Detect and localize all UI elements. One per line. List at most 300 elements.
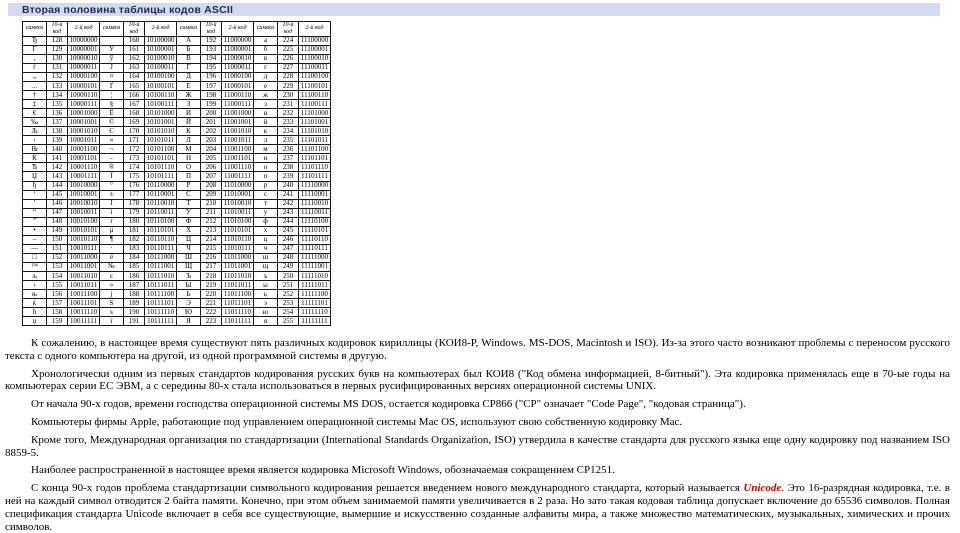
cell-symbol: Ш	[177, 253, 201, 262]
cell-symbol: џ	[23, 317, 47, 326]
column-header-binary-code: 2-й код	[68, 22, 100, 37]
cell-binary-code: 10110000	[145, 181, 177, 190]
ascii-code-table	[22, 21, 331, 326]
cell-symbol: ћ	[23, 308, 47, 317]
cell-symbol: ±	[100, 190, 124, 199]
cell-decimal-code: 191	[124, 317, 145, 326]
cell-decimal-code: 157	[47, 299, 68, 308]
cell-decimal-code: 210	[201, 199, 222, 208]
cell-decimal-code: 195	[201, 63, 222, 72]
cell-binary-code: 11111100	[299, 290, 331, 299]
cell-symbol: «	[100, 136, 124, 145]
cell-binary-code: 11011101	[222, 299, 254, 308]
cell-binary-code: 11110001	[299, 190, 331, 199]
cell-binary-code: 11101100	[299, 145, 331, 154]
cell-symbol: Ѓ	[23, 45, 47, 54]
cell-binary-code: 10001100	[68, 145, 100, 154]
cell-binary-code: 10101011	[145, 136, 177, 145]
paragraph-text: Компьютеры фирмы Apple, работающие под управлением операционной системы Mac OS, используют свою собственную кодировку Mac.	[31, 415, 683, 428]
cell-decimal-code: 211	[201, 208, 222, 217]
cell-decimal-code: 154	[47, 272, 68, 281]
cell-binary-code: 11001100	[222, 145, 254, 154]
cell-binary-code: 10010011	[68, 208, 100, 217]
cell-decimal-code: 223	[201, 317, 222, 326]
column-header-symbol: символ	[23, 22, 47, 37]
cell-binary-code: 11010110	[222, 235, 254, 244]
cell-symbol: Ё	[100, 109, 124, 118]
cell-binary-code: 10111100	[145, 290, 177, 299]
cell-symbol: ¬	[100, 145, 124, 154]
cell-symbol: §	[100, 100, 124, 109]
cell-symbol: в	[254, 54, 278, 63]
cell-symbol: Ї	[100, 172, 124, 181]
cell-symbol: ґ	[100, 217, 124, 226]
cell-decimal-code: 177	[124, 190, 145, 199]
cell-binary-code: 11110010	[299, 199, 331, 208]
cell-binary-code: 10101101	[145, 154, 177, 163]
cell-decimal-code: 178	[124, 199, 145, 208]
cell-symbol: ќ	[23, 299, 47, 308]
cell-binary-code: 10011011	[68, 281, 100, 290]
cell-decimal-code: 220	[201, 290, 222, 299]
cell-symbol: б	[254, 45, 278, 54]
cell-binary-code: 11001011	[222, 136, 254, 145]
cell-binary-code: 10101100	[145, 145, 177, 154]
cell-symbol: °	[100, 181, 124, 190]
cell-decimal-code: 179	[124, 208, 145, 217]
cell-binary-code: 10011001	[68, 262, 100, 271]
cell-binary-code: 11001111	[222, 172, 254, 181]
cell-symbol: Д	[177, 72, 201, 81]
cell-decimal-code: 219	[201, 281, 222, 290]
cell-decimal-code: 196	[201, 72, 222, 81]
table-row	[23, 109, 331, 118]
cell-symbol: µ	[100, 226, 124, 235]
paragraph-text: К сожалению, в настоящее время существуют пять различных кодировок кириллицы (КОИ8-Р, Windows. MS-DOS, Macintosh и ISO). Из-за этого часто возникают проблемы с переносом русского текста с одного компьютера на другой, из одной программной системы в другую.	[5, 337, 950, 362]
cell-decimal-code: 187	[124, 281, 145, 290]
cell-decimal-code: 167	[124, 100, 145, 109]
cell-decimal-code: 161	[124, 45, 145, 54]
cell-decimal-code: 247	[278, 244, 299, 253]
cell-binary-code: 10011101	[68, 299, 100, 308]
cell-binary-code: 10011110	[68, 308, 100, 317]
cell-binary-code: 10100001	[146, 45, 175, 54]
cell-decimal-code: 235	[278, 136, 299, 145]
column-header-symbol: символ	[254, 22, 278, 37]
cell-symbol: м	[254, 145, 278, 154]
cell-binary-code: 11100110	[299, 91, 331, 100]
column-header-decimal-code: 10-й код	[124, 22, 145, 37]
table-row	[23, 163, 331, 172]
cell-decimal-code: 251	[278, 281, 299, 290]
cell-decimal-code: 248	[278, 253, 299, 262]
table-row	[23, 72, 331, 81]
cell-decimal-code: 240	[278, 181, 299, 190]
cell-binary-code: 10001011	[68, 136, 100, 145]
cell-decimal-code: 181	[124, 226, 145, 235]
table-row	[23, 299, 331, 308]
cell-binary-code: 11100111	[299, 100, 331, 109]
cell-symbol: ‡	[23, 100, 47, 109]
cell-binary-code: 10111111	[145, 317, 177, 326]
cell-binary-code: 10010001	[69, 190, 98, 199]
cell-binary-code: 10101001	[146, 117, 175, 126]
cell-decimal-code: 197	[201, 82, 222, 91]
cell-binary-code: 10110101	[145, 226, 177, 235]
table-row	[23, 226, 331, 235]
cell-symbol: Н	[177, 154, 201, 163]
cell-binary-code: 10010100	[69, 217, 98, 226]
cell-decimal-code: 254	[278, 308, 299, 317]
cell-binary-code: 10110100	[145, 217, 177, 226]
cell-decimal-code: 228	[278, 72, 299, 81]
cell-binary-code: 10011000	[68, 253, 100, 262]
cell-binary-code: 10101111	[145, 172, 177, 181]
cell-decimal-code: 232	[278, 109, 299, 118]
cell-binary-code: 10110010	[145, 199, 177, 208]
page-title-bar	[8, 3, 940, 16]
cell-symbol: †	[23, 91, 47, 100]
cell-decimal-code: 184	[124, 253, 145, 262]
cell-decimal-code: 216	[201, 253, 222, 262]
cell-decimal-code: 150	[47, 235, 68, 244]
cell-binary-code: 10010101	[69, 226, 98, 235]
cell-symbol: Ч	[177, 244, 201, 253]
cell-decimal-code: 204	[201, 145, 222, 154]
cell-symbol: З	[177, 100, 201, 109]
cell-binary-code: 11101000	[299, 109, 331, 118]
column-header-decimal-code: 10-й код	[278, 22, 299, 37]
cell-decimal-code: 135	[47, 100, 68, 109]
table-row	[23, 217, 331, 226]
cell-symbol: ц	[254, 235, 278, 244]
cell-decimal-code: 250	[278, 272, 299, 281]
cell-decimal-code: 194	[201, 54, 222, 63]
cell-binary-code: 10101110	[145, 163, 177, 172]
cell-symbol: р	[254, 181, 278, 190]
cell-binary-code: 11001010	[222, 127, 254, 136]
paragraph-text: Кроме того, Международная организация по стандартизации (International Standards Organization, ISO) утвердила в качестве стандарта для русского языка еще одну кодировку под названием ISO 8859-5.	[5, 433, 950, 459]
table-header-row	[23, 22, 331, 37]
cell-symbol: п	[254, 172, 278, 181]
table-row	[23, 45, 331, 54]
cell-decimal-code: 202	[201, 127, 222, 136]
cell-decimal-code: 243	[278, 208, 299, 217]
cell-symbol: Ў	[100, 45, 124, 54]
cell-decimal-code: 165	[124, 82, 145, 91]
cell-binary-code: 11111001	[299, 262, 331, 271]
table-row	[23, 127, 331, 136]
cell-binary-code: 11111101	[299, 299, 331, 308]
table-row	[23, 82, 331, 91]
cell-decimal-code: 159	[47, 317, 68, 326]
cell-decimal-code: 136	[47, 109, 68, 118]
cell-binary-code: 11000001	[222, 45, 254, 54]
cell-symbol: Е	[177, 82, 201, 91]
cell-decimal-code: 180	[124, 217, 145, 226]
cell-symbol: ш	[254, 253, 278, 262]
cell-decimal-code: 246	[278, 235, 299, 244]
cell-symbol: т	[254, 199, 278, 208]
cell-binary-code: 10001111	[68, 172, 100, 181]
cell-symbol: А	[177, 36, 201, 45]
table-row	[23, 317, 331, 326]
cell-symbol: ©	[100, 118, 124, 127]
cell-binary-code: 11011000	[222, 253, 254, 262]
cell-binary-code: 10101010	[146, 126, 175, 135]
cell-decimal-code: 205	[201, 154, 222, 163]
cell-decimal-code: 163	[124, 63, 145, 72]
cell-symbol: ј	[100, 290, 124, 299]
cell-decimal-code: 198	[201, 91, 222, 100]
cell-symbol: к	[254, 127, 278, 136]
cell-symbol: ¦	[100, 91, 124, 100]
cell-decimal-code: 153	[47, 262, 68, 271]
cell-symbol: „	[23, 72, 47, 81]
cell-symbol: Ъ	[177, 272, 201, 281]
table-row	[23, 272, 331, 281]
cell-decimal-code: 234	[278, 127, 299, 136]
cell-binary-code: 11011100	[222, 290, 254, 299]
cell-binary-code: 10111011	[145, 281, 177, 290]
cell-decimal-code: 252	[278, 290, 299, 299]
cell-binary-code: 11010111	[222, 244, 254, 253]
paragraph	[5, 368, 950, 394]
cell-binary-code: 11001000	[222, 109, 254, 118]
cell-symbol: э	[254, 299, 278, 308]
cell-symbol: ¤	[100, 72, 124, 81]
cell-decimal-code: 209	[201, 190, 222, 199]
cell-symbol: П	[177, 172, 201, 181]
cell-symbol: н	[254, 154, 278, 163]
cell-decimal-code: 230	[278, 91, 299, 100]
cell-symbol: Ќ	[23, 154, 47, 163]
cell-decimal-code: 169	[124, 118, 145, 127]
paragraph-text: С конца 90-х годов проблема стандартизации символьного кодирования решается введением нового международного стандарта, который называется	[31, 482, 744, 495]
cell-symbol: Ј	[100, 63, 124, 72]
cell-decimal-code: 199	[201, 100, 222, 109]
cell-symbol: №	[100, 262, 124, 271]
cell-binary-code: 11100100	[299, 72, 331, 81]
cell-symbol: –	[23, 235, 47, 244]
cell-decimal-code: 239	[278, 172, 299, 181]
cell-symbol: ™	[23, 262, 47, 271]
paragraph	[5, 398, 950, 411]
cell-decimal-code: 133	[47, 82, 68, 91]
cell-binary-code: 10000101	[69, 81, 98, 90]
cell-decimal-code: 217	[201, 262, 222, 271]
cell-symbol: љ	[23, 272, 47, 281]
cell-decimal-code: 214	[201, 235, 222, 244]
table-row	[23, 199, 331, 208]
table-row	[23, 36, 331, 45]
cell-binary-code: 11000011	[222, 63, 254, 72]
cell-symbol: І	[100, 199, 124, 208]
cell-binary-code: 11000101	[222, 82, 254, 91]
column-header-binary-code: 2-й код	[299, 22, 331, 37]
cell-symbol: ‹	[23, 136, 47, 145]
table-header	[23, 22, 331, 37]
cell-binary-code: 11010100	[222, 217, 254, 226]
cell-decimal-code: 156	[47, 290, 68, 299]
cell-decimal-code: 225	[278, 45, 299, 54]
cell-binary-code: 11000010	[222, 54, 254, 63]
cell-binary-code: 10000000	[69, 36, 98, 45]
cell-decimal-code: 221	[201, 299, 222, 308]
cell-decimal-code: 190	[124, 308, 145, 317]
cell-decimal-code: 253	[278, 299, 299, 308]
column-header-binary-code: 2-й код	[222, 22, 254, 37]
cell-decimal-code: 144	[47, 181, 68, 190]
cell-symbol: ї	[100, 317, 124, 326]
cell-symbol: □	[23, 253, 47, 262]
cell-binary-code: 11011111	[222, 317, 254, 326]
cell-symbol: Я	[177, 317, 201, 326]
cell-decimal-code: 132	[47, 72, 68, 81]
column-header-symbol: символ	[100, 22, 124, 37]
cell-binary-code: 10111001	[145, 262, 177, 271]
cell-binary-code: 10001110	[68, 163, 100, 172]
cell-symbol: ”	[23, 217, 47, 226]
cell-decimal-code: 249	[278, 262, 299, 271]
cell-binary-code: 11010000	[222, 181, 254, 190]
cell-symbol: Џ	[23, 172, 47, 181]
cell-decimal-code: 143	[47, 172, 68, 181]
cell-decimal-code: 155	[47, 281, 68, 290]
cell-decimal-code: 171	[124, 136, 145, 145]
cell-decimal-code: 206	[201, 163, 222, 172]
cell-symbol: Л	[177, 136, 201, 145]
cell-symbol: ў	[100, 54, 124, 63]
cell-decimal-code: 227	[278, 63, 299, 72]
cell-binary-code: 11101111	[299, 172, 331, 181]
cell-decimal-code: 149	[47, 226, 68, 235]
cell-symbol: С	[177, 190, 201, 199]
cell-symbol: Ђ	[23, 36, 47, 45]
cell-binary-code: 10010010	[69, 199, 98, 208]
cell-symbol: •	[23, 226, 47, 235]
cell-decimal-code: 242	[278, 199, 299, 208]
cell-decimal-code: 141	[47, 154, 68, 163]
cell-symbol: у	[254, 208, 278, 217]
cell-binary-code: 11110110	[299, 235, 331, 244]
cell-decimal-code: 137	[47, 118, 68, 127]
cell-symbol: К	[177, 127, 201, 136]
cell-symbol: я	[254, 317, 278, 326]
cell-symbol: Ґ	[100, 82, 124, 91]
cell-symbol: ѕ	[100, 308, 124, 317]
cell-decimal-code: 145	[47, 190, 68, 199]
paragraph	[5, 416, 950, 429]
cell-decimal-code: 128	[47, 36, 68, 45]
table-row	[23, 208, 331, 217]
cell-decimal-code: 192	[201, 36, 222, 45]
cell-symbol: —	[23, 244, 47, 253]
cell-binary-code: 10100000	[146, 36, 175, 45]
cell-symbol: Ю	[177, 308, 201, 317]
cell-decimal-code: 138	[47, 127, 68, 136]
cell-symbol: а	[254, 36, 278, 45]
cell-binary-code: 10100010	[146, 54, 175, 63]
cell-binary-code: 11001110	[222, 163, 254, 172]
cell-symbol: Ф	[177, 217, 201, 226]
cell-binary-code: 10110110	[145, 235, 177, 244]
cell-decimal-code: 162	[124, 54, 145, 63]
cell-decimal-code: 193	[201, 45, 222, 54]
cell-decimal-code: 215	[201, 244, 222, 253]
cell-decimal-code: 208	[201, 181, 222, 190]
cell-decimal-code: 147	[47, 208, 68, 217]
paragraph-text: Хронологически одним из первых стандартов кодирования русских букв на компьютерах был КОИ8 ("Код обмена информацией, 8-битный"). Эта кодировка применялась еще в 70-ые годы на компьютерах серии ЕС ЭВМ, а с середины 80-х стала использоваться в первых русифицированных версиях операционной системы UNIX.	[5, 367, 950, 393]
cell-symbol: ‘	[23, 190, 47, 199]
cell-decimal-code: 151	[47, 244, 68, 253]
cell-binary-code: 11111011	[299, 281, 331, 290]
cell-binary-code: 11100001	[299, 45, 331, 54]
cell-symbol: Њ	[23, 145, 47, 154]
cell-decimal-code: 129	[47, 45, 68, 54]
cell-symbol: Г	[177, 63, 201, 72]
cell-decimal-code: 200	[201, 109, 222, 118]
cell-symbol: є	[100, 272, 124, 281]
cell-decimal-code: 231	[278, 100, 299, 109]
cell-binary-code: 10010111	[68, 244, 100, 253]
cell-binary-code: 11100011	[299, 63, 331, 72]
cell-symbol: х	[254, 226, 278, 235]
cell-symbol: ѓ	[23, 63, 47, 72]
cell-decimal-code: 174	[124, 163, 145, 172]
table-row	[23, 290, 331, 299]
cell-decimal-code: 139	[47, 136, 68, 145]
cell-binary-code: 10000111	[68, 100, 100, 109]
cell-symbol: г	[254, 63, 278, 72]
cell-binary-code: 11010101	[222, 226, 254, 235]
cell-decimal-code: 203	[201, 136, 222, 145]
cell-symbol: Є	[100, 127, 124, 136]
cell-binary-code: 11011011	[222, 281, 254, 290]
cell-symbol: о	[254, 163, 278, 172]
cell-binary-code: 11110101	[299, 226, 331, 235]
cell-binary-code: 10110001	[145, 190, 177, 199]
cell-binary-code: 10001000	[69, 108, 98, 117]
cell-binary-code: 11110000	[299, 181, 331, 190]
cell-decimal-code: 186	[124, 272, 145, 281]
cell-decimal-code: 134	[47, 91, 68, 100]
cell-symbol: і	[100, 208, 124, 217]
cell-symbol: ъ	[254, 272, 278, 281]
cell-decimal-code: 142	[47, 163, 68, 172]
cell-binary-code: 10000010	[69, 54, 98, 63]
cell-binary-code: 10100111	[145, 100, 177, 109]
cell-symbol: -	[100, 154, 124, 163]
cell-binary-code: 11000111	[222, 100, 254, 109]
cell-decimal-code: 172	[124, 145, 145, 154]
cell-decimal-code: 148	[47, 217, 68, 226]
cell-symbol: ‰	[23, 118, 47, 127]
table-row	[23, 154, 331, 163]
cell-binary-code: 11110011	[299, 208, 331, 217]
cell-decimal-code: 173	[124, 154, 145, 163]
cell-binary-code: 11101101	[299, 154, 331, 163]
cell-symbol: И	[177, 109, 201, 118]
cell-binary-code: 10010110	[68, 235, 100, 244]
cell-symbol: е	[254, 82, 278, 91]
cell-symbol: …	[23, 82, 47, 91]
cell-decimal-code: 207	[201, 172, 222, 181]
cell-decimal-code: 244	[278, 217, 299, 226]
cell-binary-code: 11100010	[299, 54, 331, 63]
paragraph	[5, 337, 950, 363]
cell-decimal-code: 168	[124, 109, 145, 118]
